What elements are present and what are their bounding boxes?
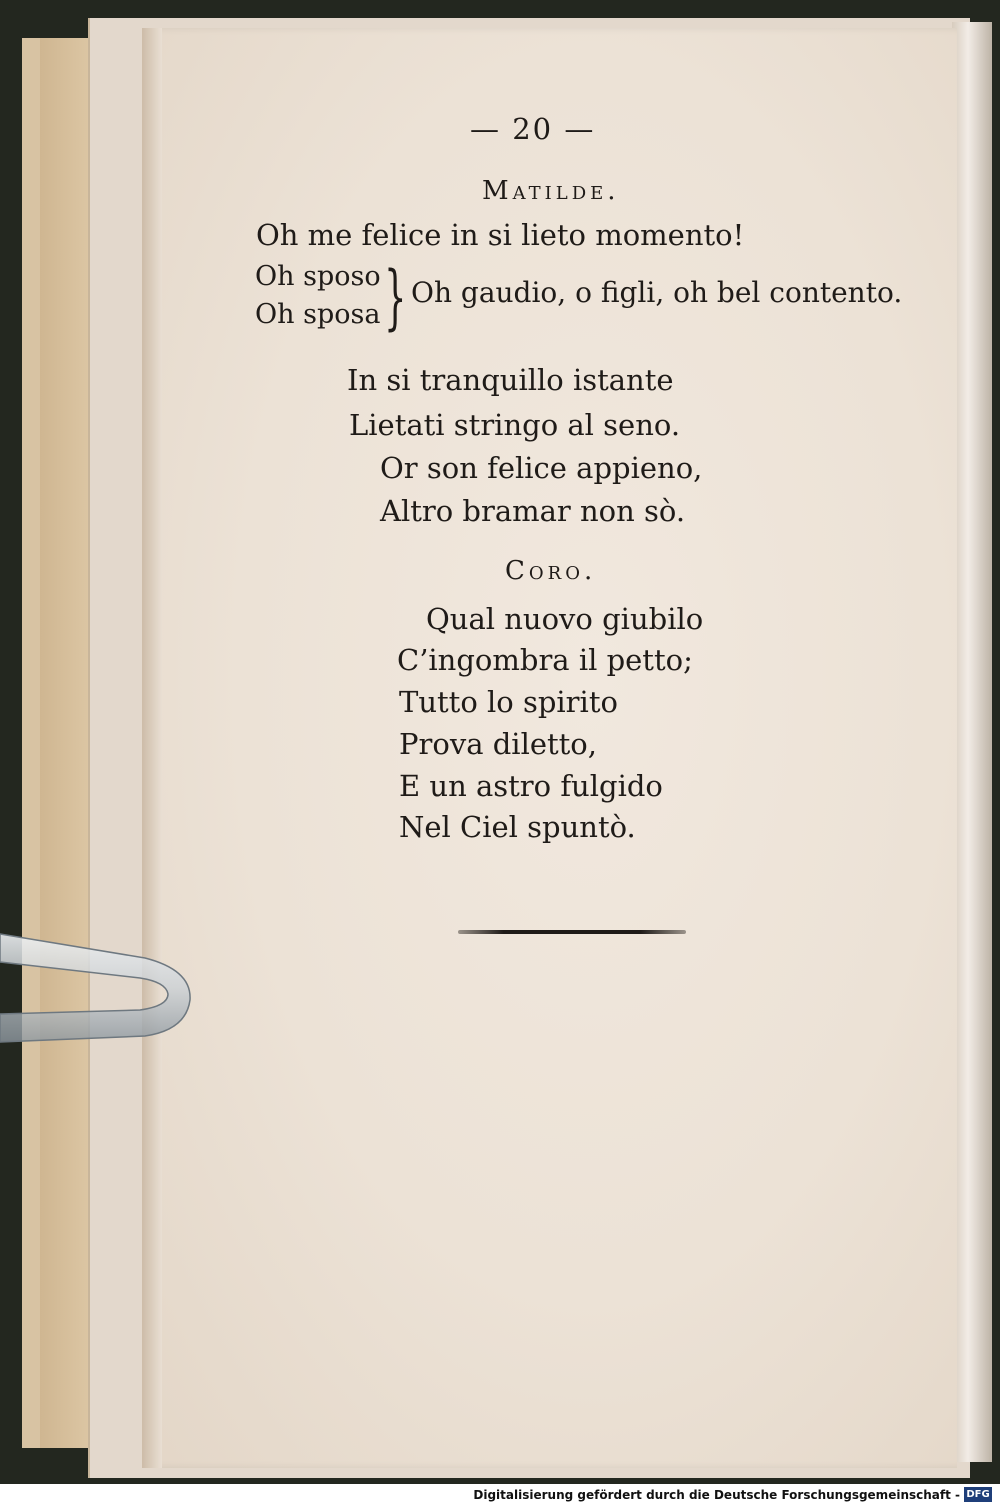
brace-name: Oh sposo — [255, 261, 381, 292]
section-divider — [458, 930, 686, 934]
footer-credit: Digitalisierung gefördert durch die Deutsche Forschungsgemeinschaft - — [473, 1488, 960, 1502]
verse-line: Or son felice appieno, — [380, 451, 703, 485]
verse-line: Qual nuovo giubilo — [426, 602, 704, 636]
speaker-matilde: Matilde. — [482, 176, 620, 206]
brace-text: Oh gaudio, o figli, oh bel contento. — [411, 276, 903, 309]
curly-brace-icon: } — [384, 256, 407, 338]
verse-line: Nel Ciel spuntò. — [399, 810, 636, 844]
dfg-logo-icon: DFG — [964, 1487, 992, 1502]
brace-name: Oh sposa — [255, 299, 381, 330]
right-page-edge — [952, 22, 992, 1462]
bookmark-clip-icon — [0, 930, 192, 1046]
brace-names — [255, 258, 381, 334]
speaker-coro: Coro. — [505, 556, 597, 586]
verse-line: Oh me felice in si lieto momento! — [256, 218, 745, 252]
verse-line: Tutto lo spirito — [399, 685, 618, 719]
verse-line: E un astro fulgido — [399, 769, 663, 803]
page-number: — 20 — — [470, 112, 596, 146]
verse-line: Altro bramar non sò. — [380, 494, 686, 528]
verse-line: Prova diletto, — [399, 727, 597, 761]
verse-line: Lietati stringo al seno. — [349, 408, 681, 442]
page-gutter — [142, 28, 162, 1468]
verse-line: C’ingombra il petto; — [397, 643, 693, 677]
verse-line: In si tranquillo istante — [347, 363, 674, 397]
